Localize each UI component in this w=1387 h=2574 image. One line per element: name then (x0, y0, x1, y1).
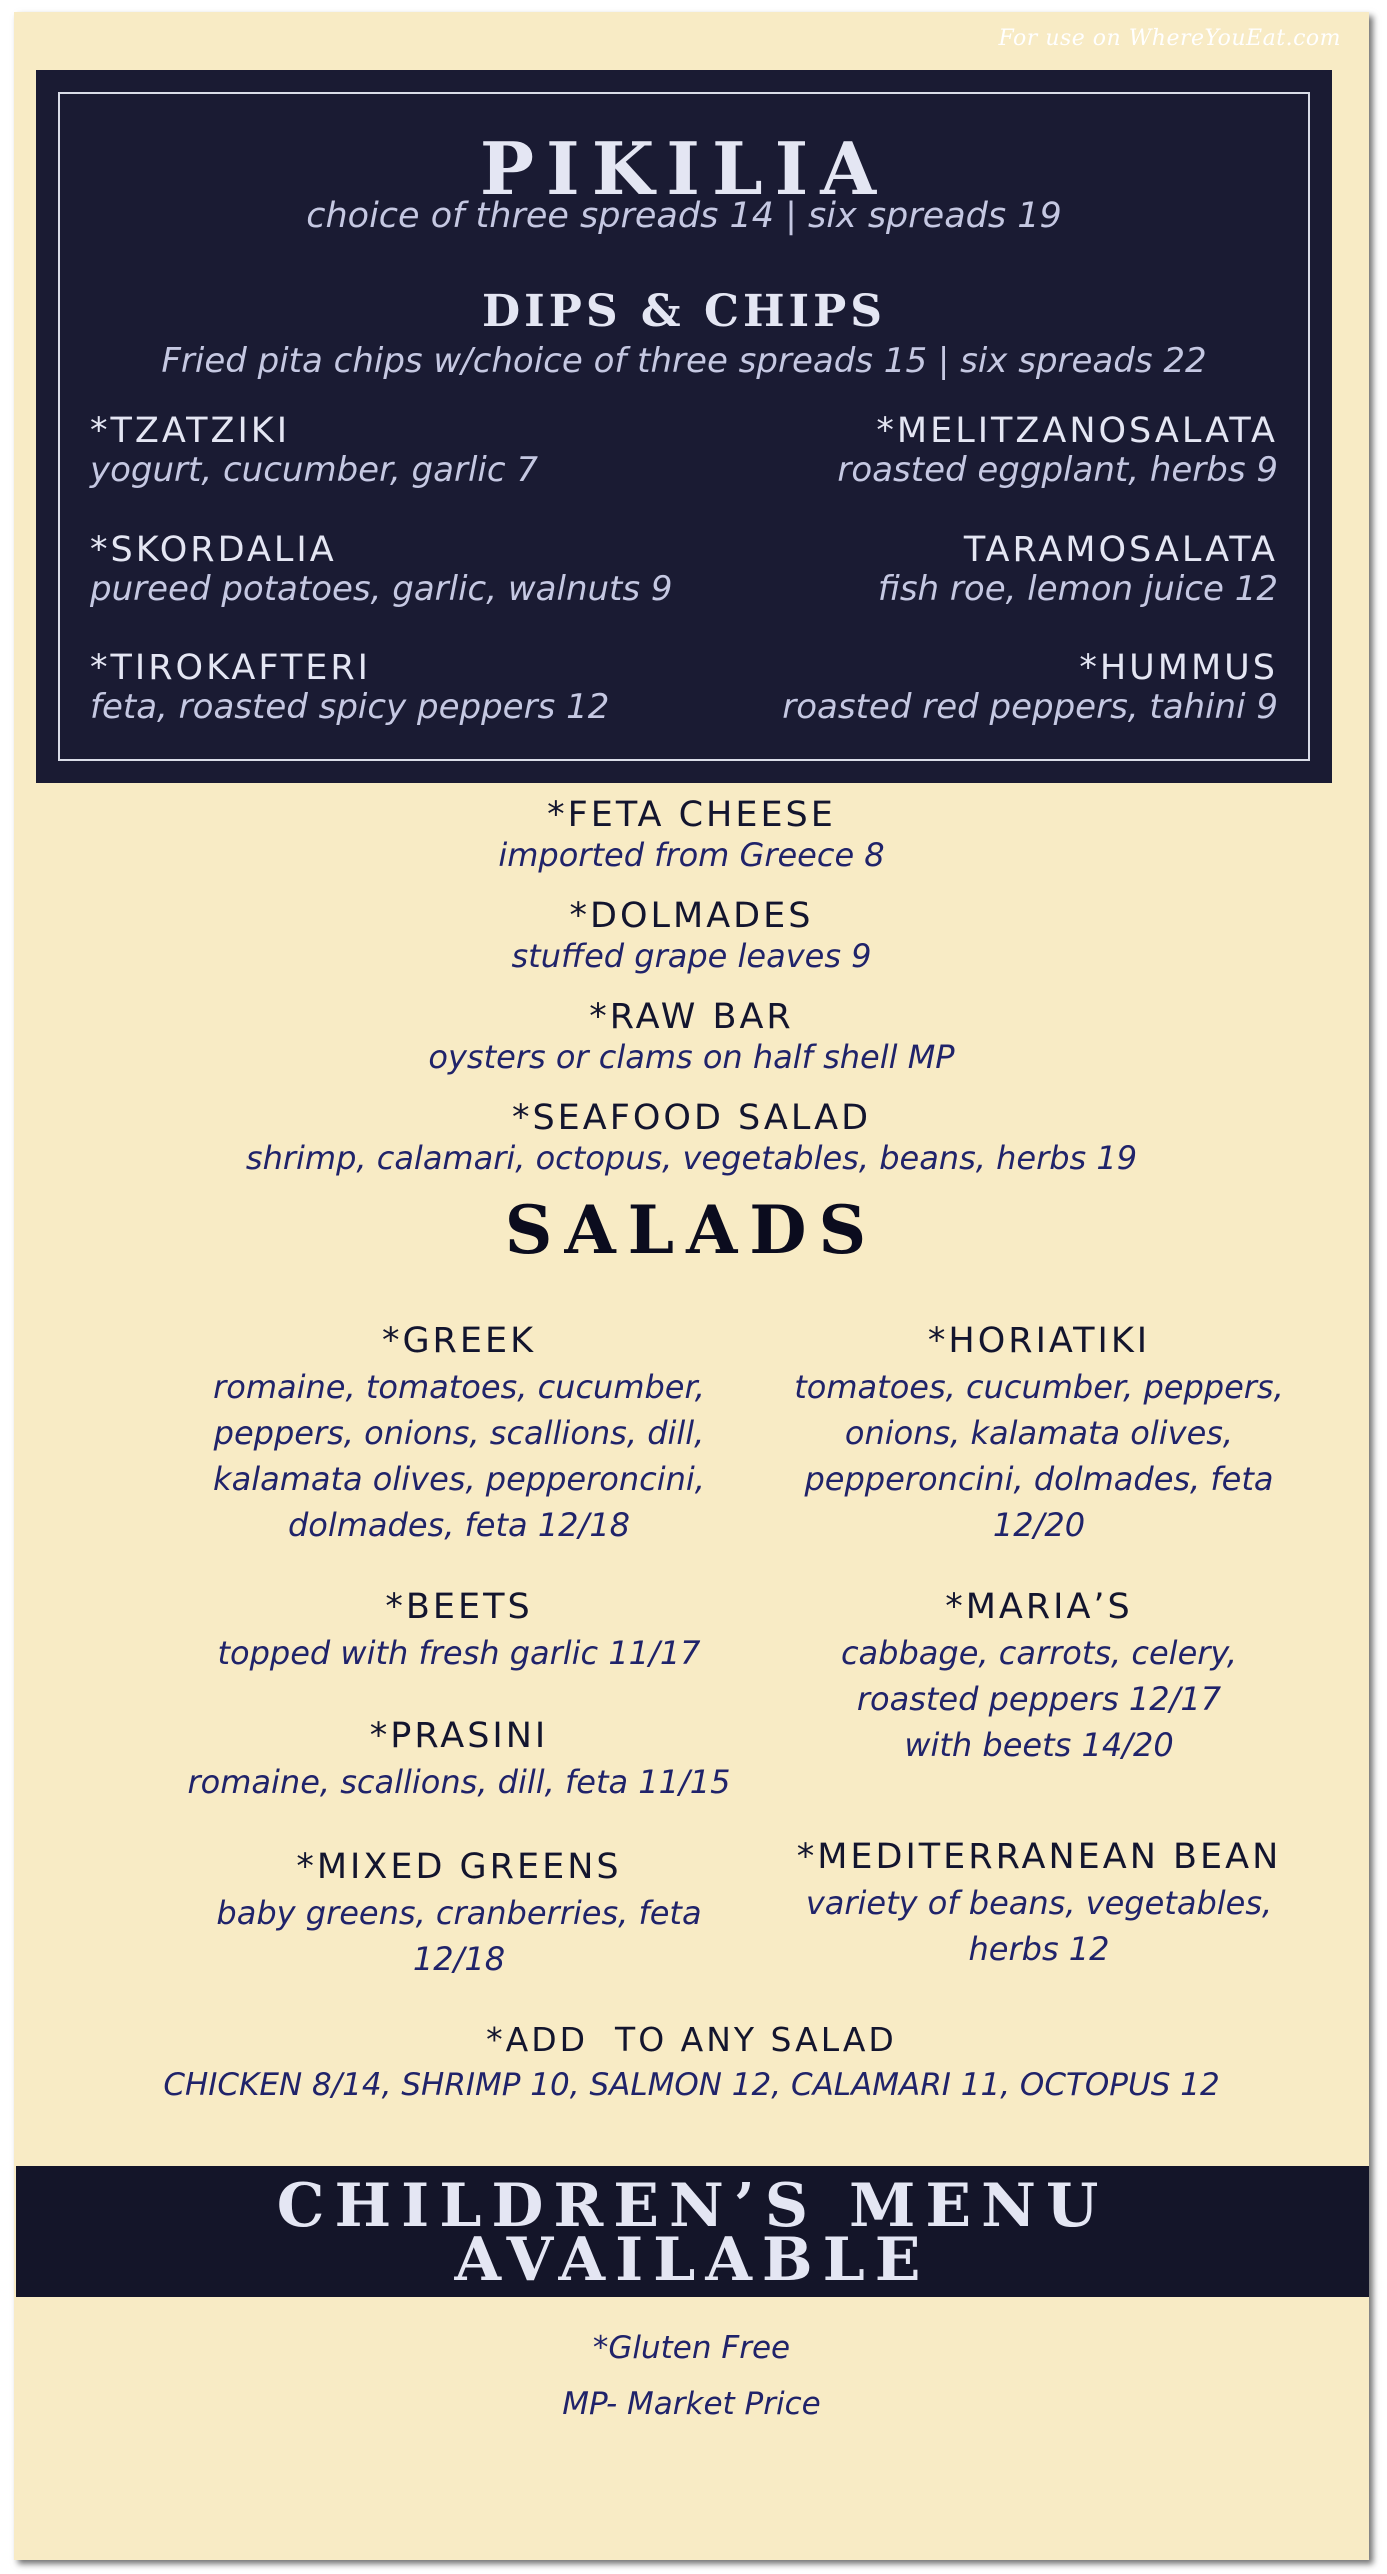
childrens-menu-line1: CHILDREN’S MENU (276, 2171, 1109, 2241)
salad-name: *HORIATIKI (927, 1321, 1151, 1361)
salad-name: *GREEK (381, 1321, 537, 1361)
salad-desc-line: onions, kalamata olives, (844, 1414, 1234, 1452)
salad-desc-line: peppers, onions, scallions, dill, (213, 1414, 705, 1452)
add-to-salad-items: CHICKEN 8/14, SHRIMP 10, SALMON 12, CALAMARI 11, OCTOPUS 12 (163, 2067, 1220, 2103)
childrens-menu-banner (16, 2166, 1369, 2297)
spread-desc: roasted red peppers, tahini 9 (782, 687, 1278, 727)
salad-desc-line: dolmades, feta 12/18 (287, 1506, 631, 1544)
spread-item (638, 531, 1278, 609)
salad-item (164, 1318, 754, 1548)
spread-name: *TZATZIKI (90, 411, 291, 451)
salad-name: *BEETS (385, 1587, 533, 1627)
dips-chips-title: DIPS & CHIPS (482, 286, 886, 337)
gluten-free-note: *Gluten Free (592, 2330, 791, 2366)
salad-name: *MARIA’S (945, 1587, 1133, 1627)
salad-desc-line: 12/20 (992, 1506, 1086, 1544)
spread-name: *MELITZANOSALATA (876, 411, 1278, 451)
childrens-menu-line2: AVAILABLE (454, 2225, 931, 2295)
spread-item (90, 412, 730, 490)
appetizer-item (14, 895, 1369, 975)
appetizer-name: *SEAFOOD SALAD (511, 1098, 872, 1138)
spread-item (90, 531, 730, 609)
salad-desc-line: kalamata olives, pepperoncini, (213, 1460, 705, 1498)
salad-desc-line: 12/18 (412, 1940, 506, 1978)
salad-item (744, 1318, 1334, 1548)
pikilia-border (58, 92, 1310, 761)
spread-item (638, 649, 1278, 727)
salad-item (744, 1834, 1334, 1972)
appetizer-item (14, 1097, 1369, 1177)
salad-desc-line: herbs 12 (968, 1930, 1110, 1968)
appetizer-name: *RAW BAR (589, 997, 794, 1037)
salads-title: SALADS (504, 1191, 879, 1269)
salad-item (164, 1844, 754, 1982)
salad-name: *PRASINI (369, 1716, 549, 1756)
appetizer-name: *DOLMADES (569, 896, 814, 936)
salad-item (164, 1713, 754, 1805)
spread-desc: roasted eggplant, herbs 9 (837, 450, 1278, 490)
appetizer-desc: imported from Greece 8 (498, 836, 885, 874)
salad-desc-line: variety of beans, vegetables, (805, 1884, 1273, 1922)
spread-desc: fish roe, lemon juice 12 (877, 569, 1278, 609)
salad-desc-line: romaine, tomatoes, cucumber, (213, 1368, 705, 1406)
spread-desc: pureed potatoes, garlic, walnuts 9 (90, 569, 673, 609)
salad-desc-line: baby greens, cranberries, feta (216, 1894, 702, 1932)
spread-item (90, 649, 730, 727)
salad-item (164, 1584, 754, 1676)
menu-page (14, 12, 1369, 2560)
pikilia-title: PIKILIA (479, 126, 889, 211)
salad-desc-line: topped with fresh garlic 11/17 (217, 1634, 701, 1672)
spread-item (638, 412, 1278, 490)
salad-desc-line: roasted peppers 12/17 (856, 1680, 1222, 1718)
salad-desc-line: pepperoncini, dolmades, feta (804, 1460, 1274, 1498)
appetizer-desc: oysters or clams on half shell MP (428, 1038, 955, 1076)
salad-name: *MEDITERRANEAN BEAN (796, 1837, 1282, 1877)
spread-desc: yogurt, cucumber, garlic 7 (90, 450, 538, 490)
pikilia-section (36, 70, 1332, 783)
add-to-salad (14, 2018, 1369, 2108)
salad-desc-line: cabbage, carrots, celery, (840, 1634, 1238, 1672)
appetizer-name: *FETA CHEESE (547, 795, 836, 835)
spread-name: *HUMMUS (1079, 648, 1278, 688)
spread-desc: feta, roasted spicy peppers 12 (90, 687, 610, 727)
salad-desc-line: romaine, scallions, dill, feta 11/15 (187, 1763, 731, 1801)
salad-name: *MIXED GREENS (296, 1847, 622, 1887)
watermark: For use on WhereYouEat.com (998, 26, 1341, 51)
pikilia-subtitle: choice of three spreads 14 | six spreads 19 (306, 196, 1062, 236)
add-to-salad-title: *ADD TO ANY SALAD (486, 2020, 897, 2059)
appetizer-item (14, 794, 1369, 874)
salad-desc-line: tomatoes, cucumber, peppers, (794, 1368, 1284, 1406)
appetizer-desc: stuffed grape leaves 9 (511, 937, 872, 975)
market-price-note: MP- Market Price (562, 2386, 821, 2422)
salad-desc-line: with beets 14/20 (904, 1726, 1174, 1764)
spread-name: *TIROKAFTERI (90, 648, 371, 688)
dips-chips-subtitle: Fried pita chips w/choice of three spreads 15 | six spreads 22 (161, 341, 1207, 381)
salad-item (744, 1584, 1334, 1768)
appetizer-desc: shrimp, calamari, octopus, vegetables, beans, herbs 19 (245, 1139, 1138, 1177)
spread-name: *SKORDALIA (90, 530, 337, 570)
spread-name: TARAMOSALATA (963, 530, 1278, 570)
appetizer-item (14, 996, 1369, 1076)
